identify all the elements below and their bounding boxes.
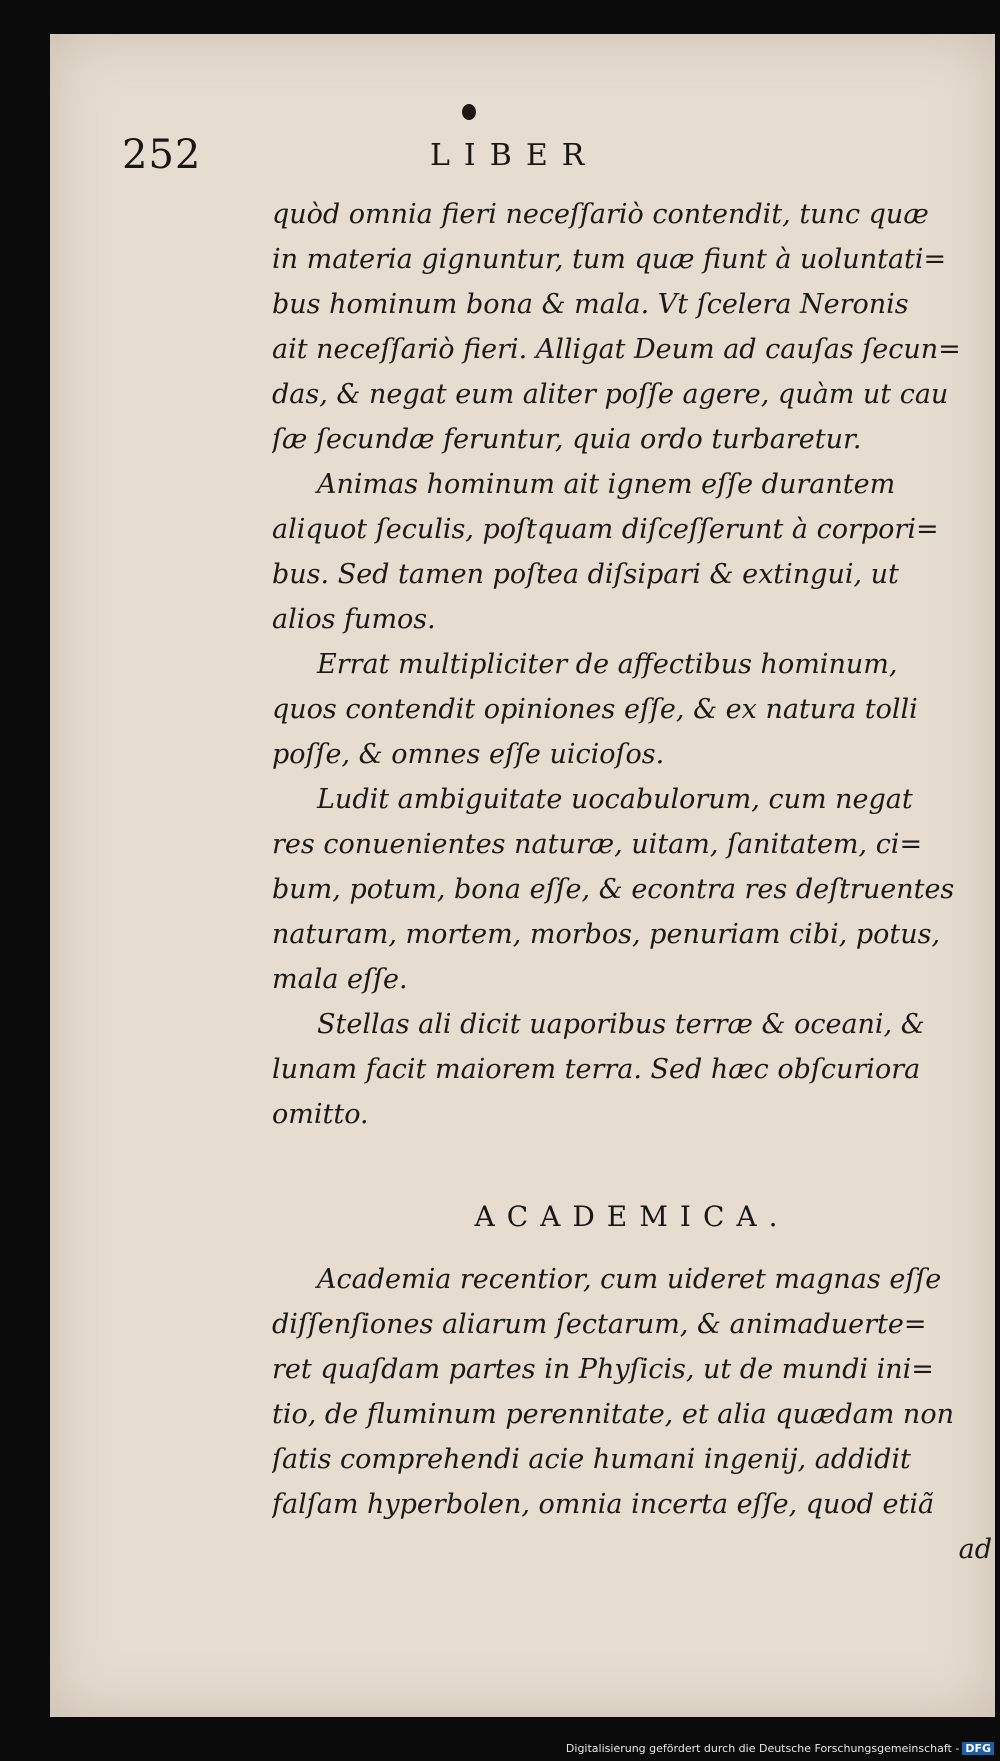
text-line: ait neceſſariò fieri. Alligat Deum ad cauſas ſecun= <box>272 334 961 365</box>
credit-text: Digitalisierung gefördert durch die Deutsche Forschungsgemeinschaft - <box>565 1742 960 1755</box>
text-line: alios fumos. <box>272 604 436 635</box>
text-line: aliquot ſeculis, poſtquam diſceſſerunt à corpori= <box>272 514 939 545</box>
text-line: diſſenſiones aliarum ſectarum, & animaduerte= <box>272 1309 927 1340</box>
text-line: bus. Sed tamen poſtea diſsipari & extingui, ut <box>272 559 899 590</box>
text-line: mala eſſe. <box>272 964 408 995</box>
paragraph-p4 <box>272 777 992 1002</box>
paragraph-p1 <box>272 192 992 462</box>
text-line: ſæ ſecundæ feruntur, quia ordo turbaretur. <box>272 424 862 455</box>
text-line: quòd omnia fieri neceſſariò contendit, tunc quæ <box>272 199 929 230</box>
text-line: res conuenientes naturæ, uitam, ſanitatem, ci= <box>272 829 923 860</box>
text-line: tio, de fluminum perennitate, et alia quædam non <box>272 1399 954 1430</box>
paragraphs-after-heading <box>272 1257 992 1527</box>
text-line: poſſe, & omnes eſſe uicioſos. <box>272 739 665 770</box>
text-line: ret quaſdam partes in Phyſicis, ut de mundi ini= <box>272 1354 934 1385</box>
text-line: Errat multipliciter de affectibus hominum, <box>317 649 898 680</box>
text-line: quos contendit opiniones eſſe, & ex natura tolli <box>272 694 918 725</box>
paragraph-p6 <box>272 1257 992 1527</box>
book-page <box>50 34 995 1717</box>
text-line: omitto. <box>272 1099 369 1130</box>
digitization-credit <box>566 1742 994 1755</box>
ink-blot <box>462 104 476 120</box>
section-heading: ACADEMICA. <box>474 1200 790 1233</box>
page-number: 252 <box>122 132 202 178</box>
running-head: LIBER <box>430 138 599 173</box>
text-line: Stellas ali dicit uaporibus terræ & oceani, & <box>317 1009 925 1040</box>
text-line: bum, potum, bona eſſe, & econtra res deſtruentes <box>272 874 955 905</box>
text-block <box>272 192 992 1572</box>
paragraphs-before-heading <box>272 192 992 1137</box>
text-line: in materia gignuntur, tum quæ fiunt à uoluntati= <box>272 244 947 275</box>
text-line: Animas hominum ait ignem eſſe durantem <box>317 469 896 500</box>
catchword: ad <box>958 1534 992 1565</box>
text-line: ſatis comprehendi acie humani ingenij, addidit <box>272 1444 911 1475</box>
text-line: Ludit ambiguitate uocabulorum, cum negat <box>317 784 913 815</box>
text-line: Academia recentior, cum uideret magnas eſſe <box>317 1264 942 1295</box>
text-line: lunam facit maiorem terra. Sed hæc obſcuriora <box>272 1054 921 1085</box>
text-line: das, & negat eum aliter poſſe agere, quàm ut cau <box>272 379 949 410</box>
dfg-logo: DFG <box>962 1742 994 1755</box>
paragraph-p3 <box>272 642 992 777</box>
text-line: falſam hyperbolen, omnia incerta eſſe, quod etiã <box>272 1489 935 1520</box>
text-line: naturam, mortem, morbos, penuriam cibi, potus, <box>272 919 941 950</box>
paragraph-p5 <box>272 1002 992 1137</box>
text-line: bus hominum bona & mala. Vt ſcelera Neronis <box>272 289 909 320</box>
paragraph-p2 <box>272 462 992 642</box>
